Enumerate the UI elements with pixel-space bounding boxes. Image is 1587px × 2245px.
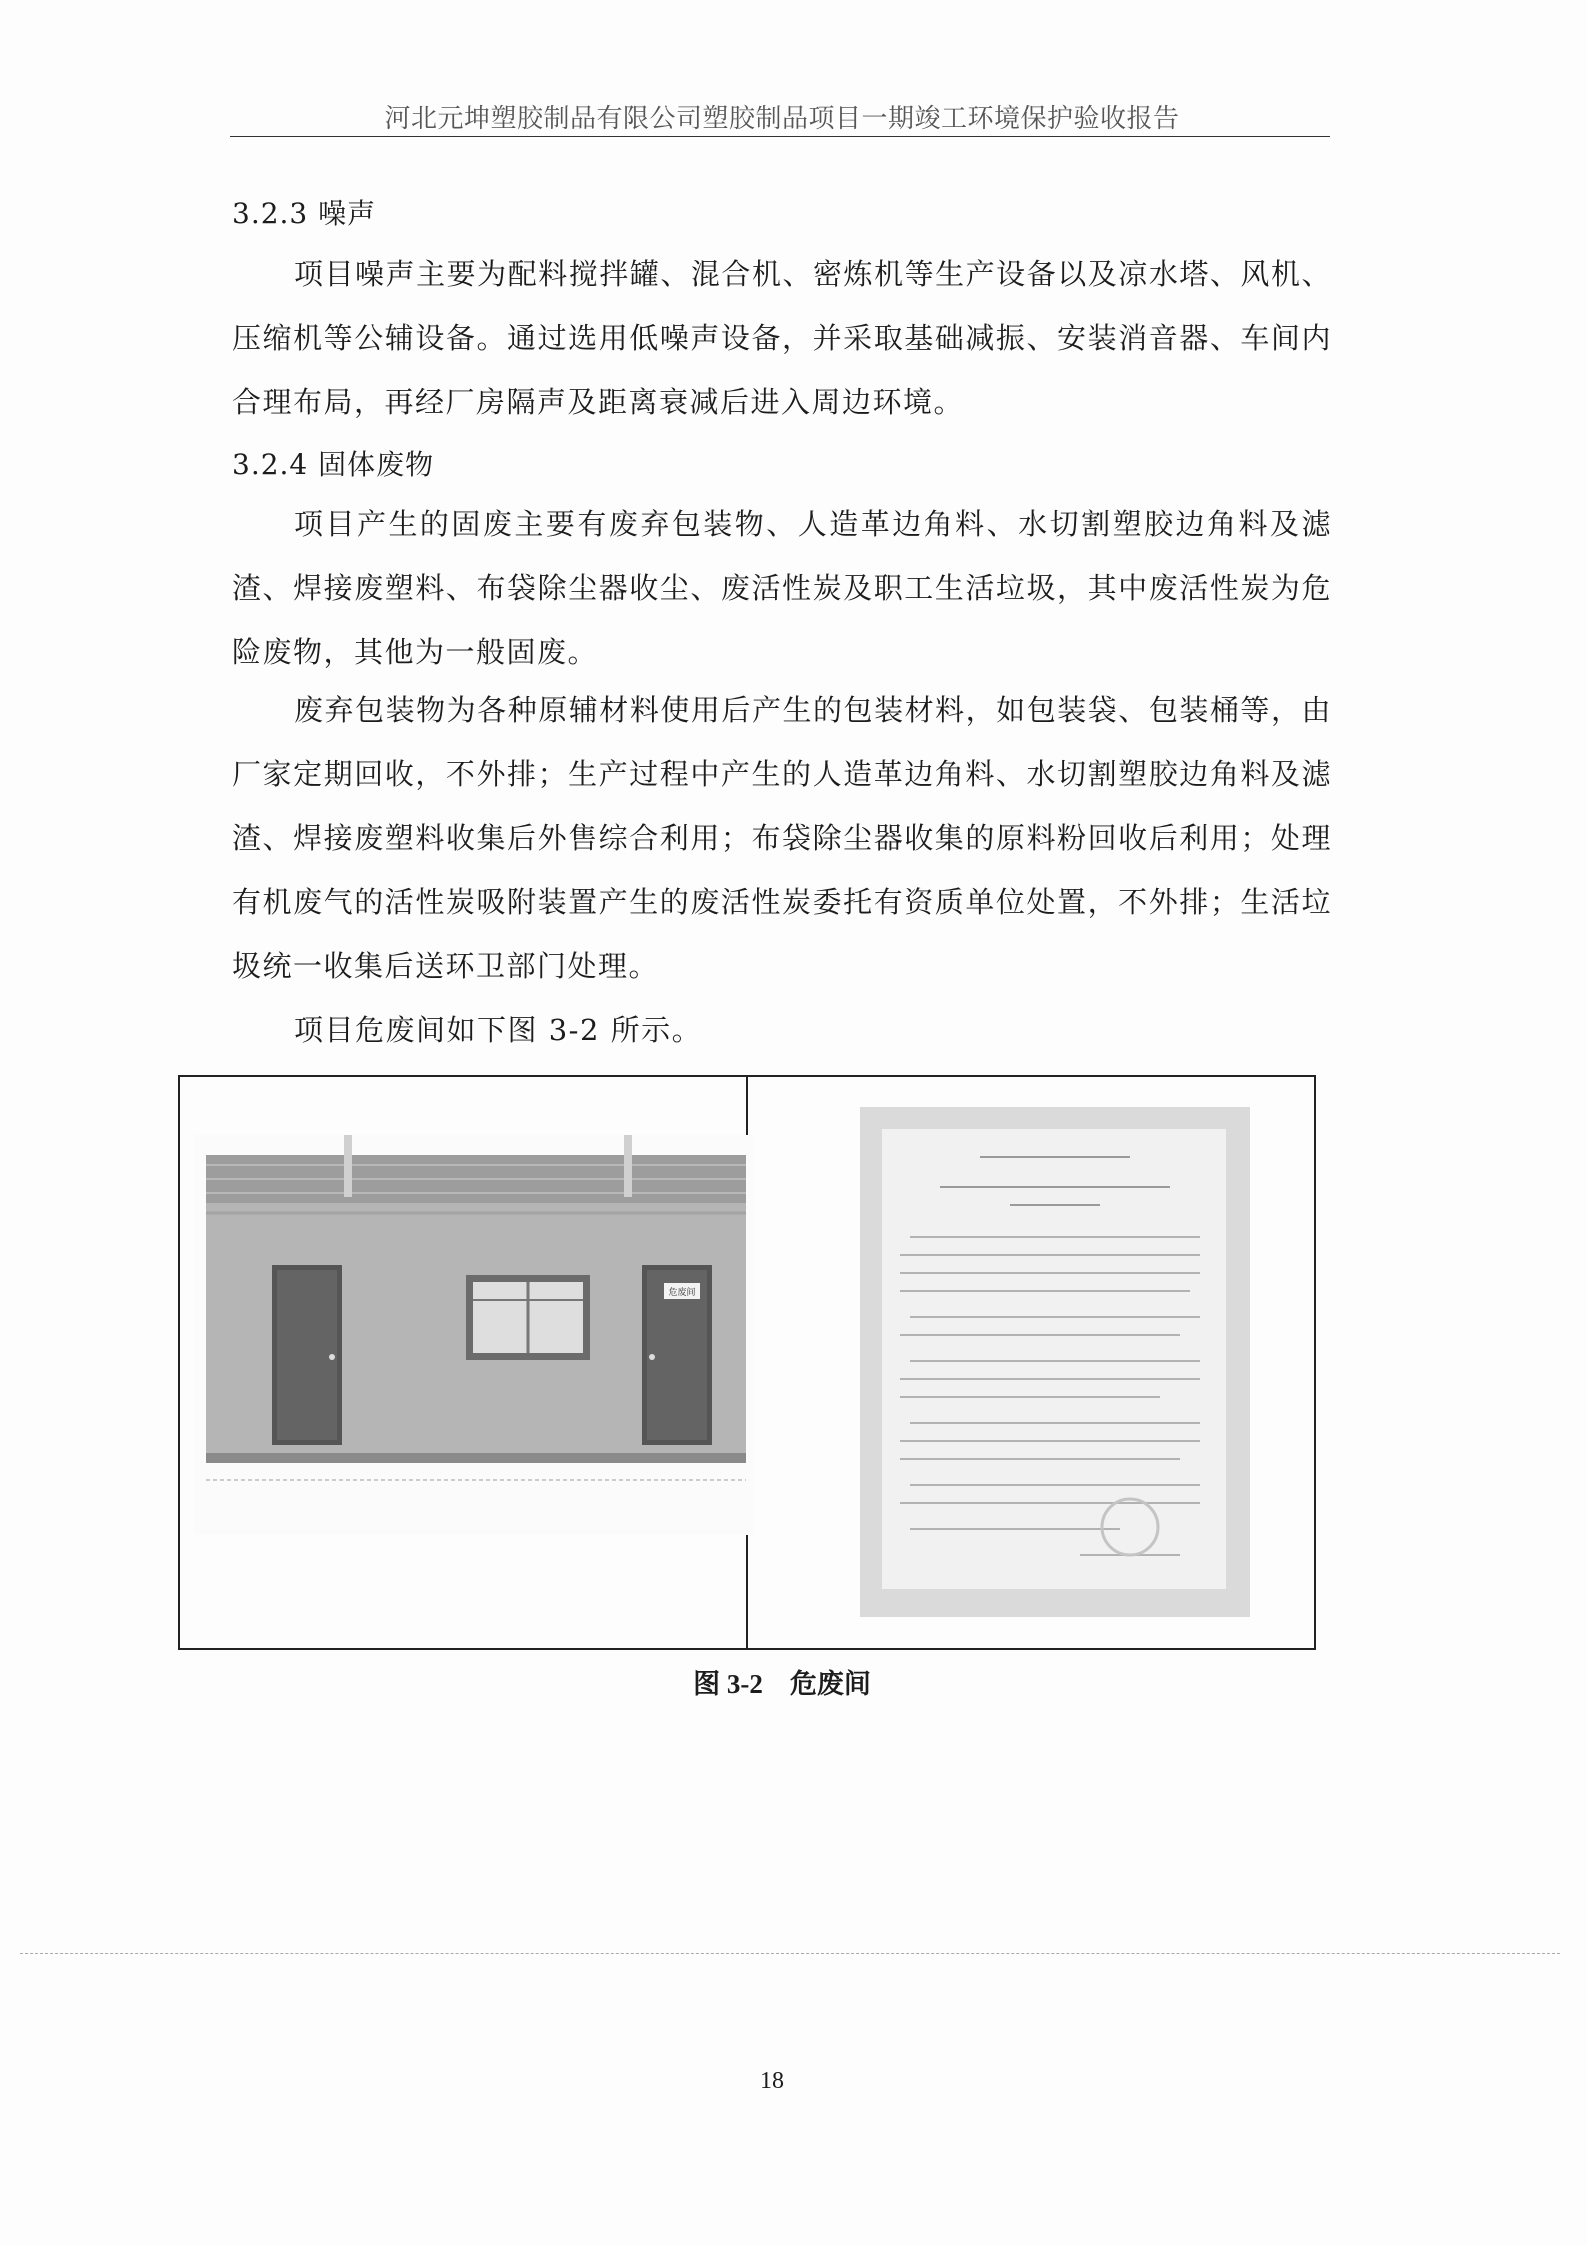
page-number: 18 <box>760 2068 784 2094</box>
figure-caption: 图 3-2 危废间 <box>693 1669 871 1699</box>
section-heading-solid-waste: 3.2.4 固体废物 <box>232 448 435 481</box>
section-heading-noise: 3.2.3 噪声 <box>232 197 377 230</box>
header-rule <box>230 136 1330 137</box>
paragraph-noise: 项目噪声主要为配料搅拌罐、混合机、密炼机等生产设备以及凉水塔、风机、压缩机等公辅设备。通过选用低噪声设备，并采取基础减振、安装消音器、车间内合理布局，再经厂房隔声及距离衰减后进入周边环境。 <box>232 257 1332 419</box>
figure-cell-document <box>748 1077 1314 1648</box>
paragraph-solid-waste-1: 项目产生的固废主要有废弃包装物、人造革边角料、水切割塑胶边角料及滤渣、焊接废塑料、布袋除尘器收尘、废活性炭及职工生活垃圾，其中废活性炭为危险废物，其他为一般固废。 <box>232 507 1332 669</box>
page-header-title: 河北元坤塑胶制品有限公司塑胶制品项目一期竣工环境保护验收报告 <box>384 104 1180 134</box>
figure-box <box>178 1075 1316 1650</box>
management-rules-document-photo <box>860 1107 1250 1617</box>
paragraph-figure-intro: 项目危废间如下图 3-2 所示。 <box>294 1013 703 1047</box>
figure-cell-building <box>180 1077 748 1648</box>
footer-rule <box>20 1953 1560 1954</box>
paragraph-solid-waste-2: 废弃包装物为各种原辅材料使用后产生的包装材料，如包装袋、包装桶等，由厂家定期回收，不外排；生产过程中产生的人造革边角料、水切割塑胶边角料及滤渣、焊接废塑料收集后外售综合利用；布袋除尘器收集的原料粉回收后利用；处理有机废气的活性炭吸附装置产生的废活性炭委托有资质单位处置，不外排；生活垃圾统一收集后送环卫部门处理。 <box>232 693 1332 983</box>
hazardous-waste-room-photo <box>194 1135 754 1535</box>
door-sign-text: 危废间 <box>668 1288 696 1298</box>
